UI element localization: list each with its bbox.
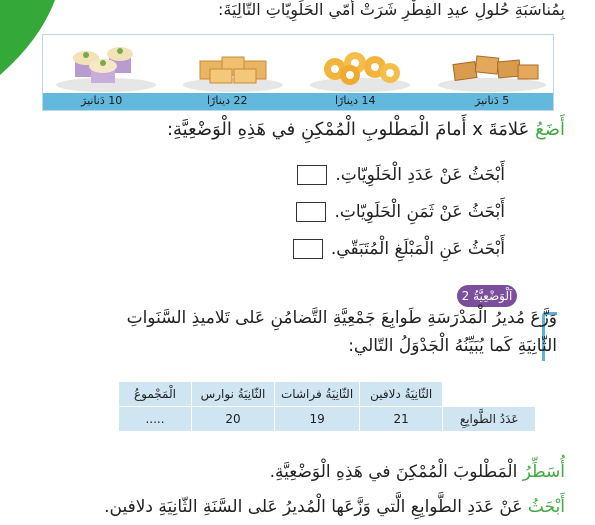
ring-cookies-image [305, 41, 415, 93]
price-baklava: 22 دينارًا [207, 94, 248, 107]
situation-2-line-1: وَزَّعَ مُديرُ الْمَدْرَسَةِ طَوابِعَ جَمْعِيَّةِ التَّضامُنِ عَلى تَلاميذِ السَّنَواتِ [126, 308, 557, 328]
table-header-row [119, 382, 536, 407]
option-checkbox[interactable] [293, 239, 323, 259]
table-cell: 19 [275, 407, 360, 432]
price-ring-cookies: 14 دينارًا [335, 94, 376, 107]
sweet-item-cupcakes [43, 35, 170, 93]
instruction-search [104, 497, 565, 517]
option-row-1 [297, 162, 505, 188]
baklava-image [178, 41, 288, 93]
instruction-verb: أَبْحَثُ [527, 497, 565, 517]
table-cell: ..... [119, 407, 192, 432]
table-row [119, 407, 536, 432]
cupcakes-image [51, 41, 161, 93]
sweet-item-baklava [170, 35, 297, 93]
instruction-text: الْمَطْلوبَ الْمُمْكِنَ في هَذِهِ الْوَضْعِيَّةِ. [269, 462, 518, 482]
option-label: أَبْحَثُ عَنْ عَدَدِ الْحَلَوِيّاتِ. [335, 165, 505, 185]
price-bar [43, 93, 553, 110]
instruction-text: عَنْ عَدَدِ الطَّوابِعِ الَّتي وَزَّعَها الْمُديرُ عَلى السَّنَةِ الثّانِيَةِ دلافين. [104, 497, 523, 517]
price-cupcakes: 10 دَنانيرَ [81, 94, 123, 107]
table-cell: 20 [192, 407, 275, 432]
option-row-2 [296, 199, 505, 225]
table-header: الثّانِيَةُ دلافين [360, 382, 443, 407]
instruction-verb: أَضَعُ [535, 119, 565, 140]
price-square-biscuits: 5 دَنانيرَ [475, 94, 510, 107]
instruction-underline [270, 462, 565, 482]
table-header: الْمَجْموعُ [119, 382, 192, 407]
sweets-price-strip [42, 34, 554, 111]
situation-2-line-2: الثّانِيَةِ كَما يُبَيِّنُهُ الْجَدْوَلُ التّالي: [348, 336, 557, 356]
option-label: أَبْحَثُ عَنْ ثَمَنِ الْحَلَوِيّاتِ. [334, 202, 505, 222]
situation-2-text [32, 308, 557, 354]
situation-badge: اَلْوَضْعِيَّةُ 2 [457, 285, 517, 307]
option-row-3 [293, 236, 505, 262]
sweet-item-ring-cookies [297, 35, 424, 93]
square-biscuits-image [432, 41, 552, 93]
table-row-label: عَدَدُ الطَّوابِعِ [443, 407, 536, 432]
option-checkbox[interactable] [296, 202, 326, 222]
option-label: أَبْحَثُ عَنِ الْمَبْلَغِ الْمُتَبَقّي. [330, 239, 505, 259]
instruction-verb: أُسَطِّرُ [522, 462, 565, 482]
table-header: الثّانِيَةُ فراشات [275, 382, 360, 407]
intro-sentence: بِمُناسَبَةِ حُلولِ عيدِ الفِطْرِ شَرَتْ أُمّي الحَلَوِيّاتِ التّالِيَةَ: [218, 0, 565, 19]
table-cell: 21 [360, 407, 443, 432]
instruction-text: عَلامَةَ x أَمامَ الْمَطْلوبِ الْمُمْكِنِ في هَذِهِ الْوَضْعِيَّةِ: [166, 119, 530, 140]
table-corner [443, 382, 536, 407]
instruction-mark-x [167, 119, 565, 140]
option-checkbox[interactable] [297, 165, 327, 185]
sweet-item-square-biscuits [424, 35, 551, 93]
table-header: الثّانِيَةُ نوارس [192, 382, 275, 407]
stamps-table [118, 381, 536, 432]
